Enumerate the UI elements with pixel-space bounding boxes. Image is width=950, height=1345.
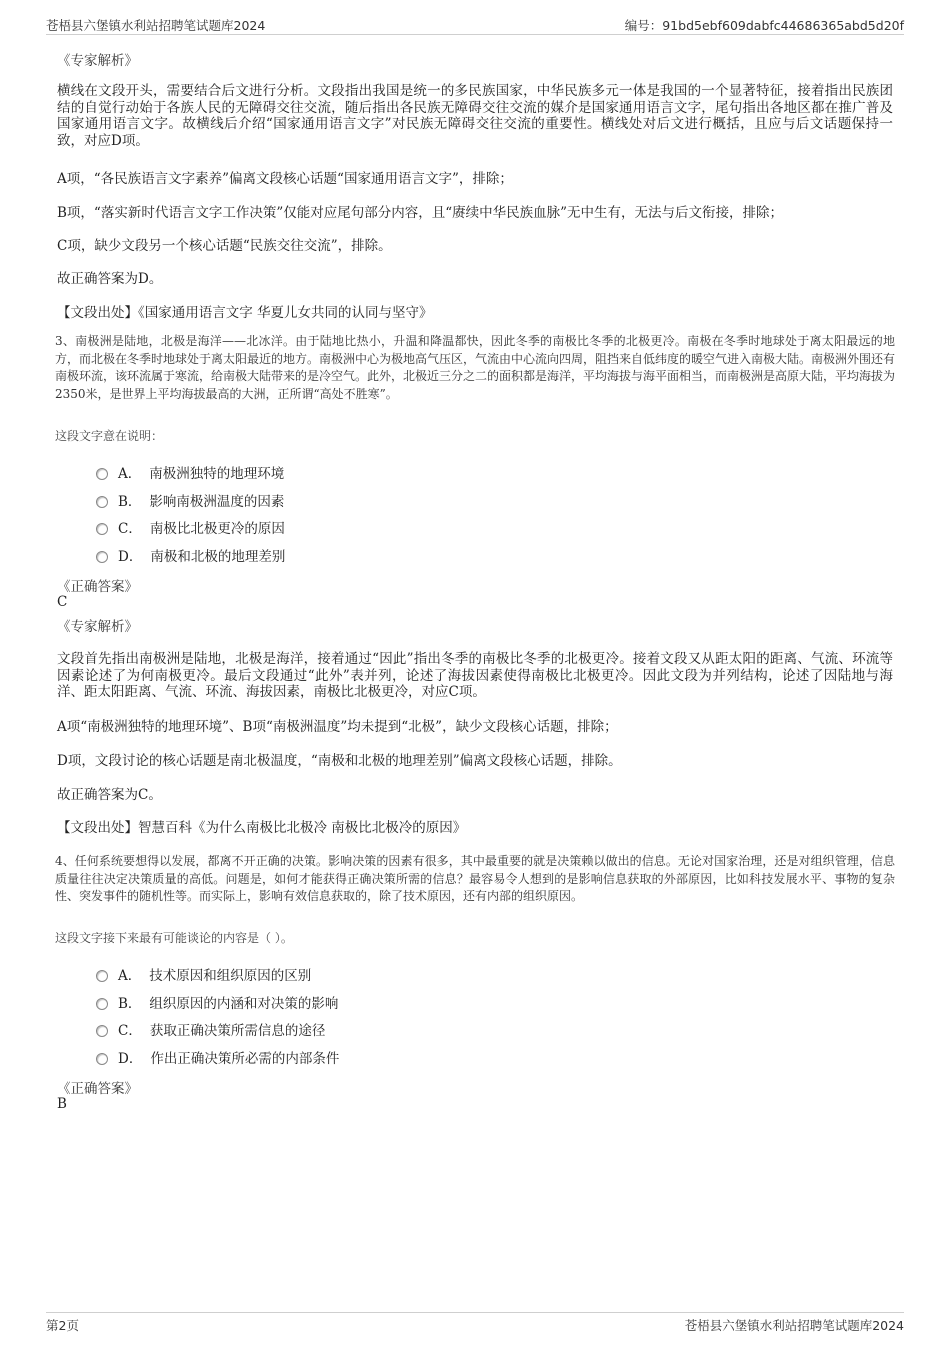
- page-footer: [46, 1312, 904, 1333]
- question-3-prompt: 这段文字意在说明：: [55, 429, 164, 443]
- analysis-tag: 《专家解析》: [57, 619, 138, 635]
- question-3-option-d[interactable]: D． 南极和北极的地理差别: [96, 545, 285, 565]
- header-doc-id: 编号：91bd5ebf609dabfc44686365abd5d20f: [624, 18, 904, 33]
- question-3-text: 3、南极洲是陆地，北极是海洋——北冰洋。由于陆地比热小，升温和降温都快，因此冬季的南极比冬季的北极更冷。南极在冬季时地球处于离太阳最远的地方，而北极在冬季时地球处于离太阳最近的地方。南极洲中心为极地高气压区，气流由中心流向四周，阻挡来自低纬度的暖空气进入南极大陆。南极洲外围还有南极环流，该环流属于寒流，给南极大陆带来的是冷空气。此外，北极近三分之二的面积都是海洋，平均海拔与海平面相当，而南极洲是高原大陆，平均海拔为2350米，是世界上平均海拔最高的大洲，正所谓“高处不胜寒”。: [55, 334, 896, 401]
- analysis-text: 横线在文段开头，需要结合后文进行分析。文段指出我国是统一的多民族国家，中华民族多元一体是我国的一个显著特征，接着指出民族团结的自觉行动始于各族人民的无障碍交往交流，随后指出各民族无障碍交往交流的媒介是国家通用语言文字，尾句指出各地区都在推广普及国家通用语言文字。故横线后介绍“国家通用语言文字”对民族无障碍交往交流的重要性。横线处对后文进行概括，且应与后文话题保持一致，对应D项。: [57, 83, 893, 149]
- question-3-option-b[interactable]: B． 影响南极洲温度的因素: [96, 490, 284, 510]
- question-4-option-c[interactable]: C． 获取正确决策所需信息的途径: [96, 1019, 325, 1039]
- answer-value: B: [57, 1096, 67, 1112]
- analysis-option-a: A项，“各民族语言文字素养”偏离文段核心话题“国家通用语言文字”，排除；: [57, 171, 513, 187]
- analysis-option-d: D项，文段讨论的核心话题是南北极温度，“南极和北极的地理差别”偏离文段核心话题，排除。: [57, 753, 622, 769]
- question-4-option-b[interactable]: B． 组织原因的内涵和对决策的影响: [96, 992, 338, 1012]
- header-title: 苍梧县六堡镇水利站招聘笔试题库2024: [46, 18, 266, 33]
- analysis-option-b: B项，“落实新时代语言文字工作决策”仅能对应尾句部分内容，且“赓续中华民族血脉”无中生有，无法与后文衔接，排除；: [57, 205, 784, 221]
- answer-tag: 《正确答案》: [57, 1081, 138, 1097]
- radio-icon[interactable]: [96, 998, 108, 1010]
- conclusion: 故正确答案为D。: [57, 271, 163, 287]
- analysis-tag: 《专家解析》: [57, 53, 138, 69]
- question-3-option-c[interactable]: C． 南极比北极更冷的原因: [96, 517, 285, 537]
- question-4-text: 4、任何系统要想得以发展，都离不开正确的决策。影响决策的因素有很多，其中最重要的就是决策赖以做出的信息。无论对国家治理，还是对组织管理，信息质量往往决定决策质量的高低。问题是，如何才能获得正确决策所需的信息？最容易令人想到的是影响信息获取的外部原因，比如科技发展水平、事物的复杂性、突发事件的随机性等。而实际上，影响有效信息获取的，除了技术原因，还有内部的组织原因。: [55, 854, 895, 903]
- source: 【文段出处】《国家通用语言文字 华夏儿女共同的认同与坚守》: [57, 305, 433, 321]
- analysis-option-ab: A项“南极洲独特的地理环境”、B项“南极洲温度”均未提到“北极”，缺少文段核心话题，排除；: [57, 719, 618, 735]
- analysis-option-c: C项，缺少文段另一个核心话题“民族交往交流”，排除。: [57, 238, 392, 254]
- answer-tag: 《正确答案》: [57, 579, 138, 595]
- footer-title: 苍梧县六堡镇水利站招聘笔试题库2024: [684, 1318, 904, 1333]
- source: 【文段出处】智慧百科《为什么南极比北极冷 南极比北极冷的原因》: [57, 820, 467, 836]
- radio-icon[interactable]: [96, 468, 108, 480]
- question-4-option-d[interactable]: D． 作出正确决策所必需的内部条件: [96, 1047, 339, 1067]
- radio-icon[interactable]: [96, 1053, 108, 1065]
- radio-icon[interactable]: [96, 1025, 108, 1037]
- page-number: 第2页: [46, 1318, 79, 1333]
- conclusion: 故正确答案为C。: [57, 787, 162, 803]
- radio-icon[interactable]: [96, 496, 108, 508]
- question-4-option-a[interactable]: A． 技术原因和组织原因的区别: [96, 964, 311, 984]
- page-header: [46, 14, 904, 35]
- answer-value: C: [57, 594, 68, 610]
- analysis-text: 文段首先指出南极洲是陆地，北极是海洋，接着通过“因此”指出冬季的南极比冬季的北极更冷。接着文段又从距太阳的距离、气流、环流等因素论述了为何南极更冷。最后文段通过“此外”表并列，论述了海拔因素使得南极比北极更冷。因此文段为并列结构，论述了因陆地与海洋、距太阳距离、气流、环流、海拔因素，南极比北极更冷，对应C项。: [57, 651, 893, 700]
- radio-icon[interactable]: [96, 970, 108, 982]
- question-3-option-a[interactable]: A． 南极洲独特的地理环境: [96, 462, 284, 482]
- question-4-prompt: 这段文字接下来最有可能谈论的内容是（ ）。: [55, 931, 293, 945]
- radio-icon[interactable]: [96, 551, 108, 563]
- radio-icon[interactable]: [96, 523, 108, 535]
